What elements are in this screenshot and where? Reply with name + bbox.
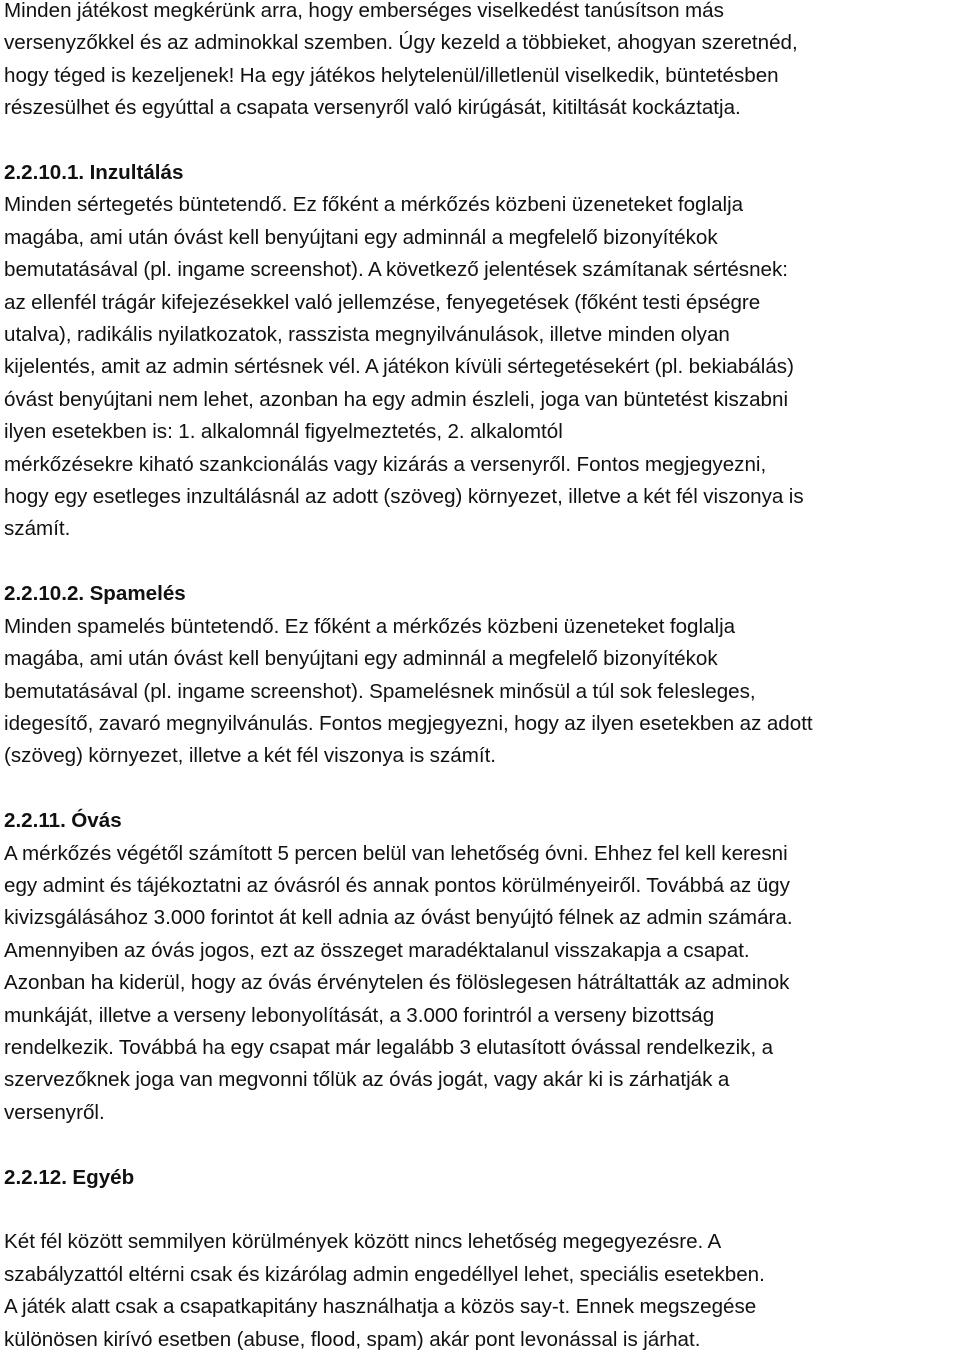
text-line: részesülhet és egyúttal a csapata versenyről való kirúgását, kitiltását kockáztatja. [4, 96, 741, 120]
text-line: Két fél között semmilyen körülmények között nincs lehetőség megegyezésre. A [4, 1230, 722, 1254]
text-line: Azonban ha kiderül, hogy az óvás érvénytelen és fölöslegesen hátráltatták az adminok [4, 971, 790, 995]
section-inzultalas [4, 157, 956, 546]
text-line: Minden spamelés büntetendő. Ez főként a mérkőzés közbeni üzeneteket foglalja [4, 614, 736, 638]
text-line: munkáját, illetve a verseny lebonyolítását, a 3.000 forintról a verseny bizottság [4, 1003, 715, 1027]
section-heading: 2.2.10.1. Inzultálás [4, 161, 184, 185]
section-heading: 2.2.11. Óvás [4, 809, 122, 833]
text-line: Amennyiben az óvás jogos, ezt az összeget maradéktalanul visszakapja a csapat. [4, 938, 750, 962]
section-egyeb [4, 1162, 956, 1356]
paragraph-spacer [4, 1194, 956, 1226]
text-line: számít. [4, 517, 71, 541]
section-spameles [4, 578, 956, 772]
text-line: magába, ami után óvást kell benyújtani egy adminnál a megfelelő bizonyítékok [4, 225, 718, 249]
text-line: egy admint és tájékoztatni az óvásról és annak pontos körülményeiről. Továbbá az ügy [4, 873, 790, 897]
paragraph-spacer [4, 773, 956, 805]
text-line: szabályzattól eltérni csak és kizárólag admin engedéllyel lehet, speciális esetekben. [4, 1262, 765, 1286]
text-line: Minden játékost megkérünk arra, hogy emberséges viselkedést tanúsítson más [4, 0, 724, 22]
text-line: (szöveg) környezet, illetve a két fél viszonya is számít. [4, 744, 497, 768]
text-line: ilyen esetekben is: 1. alkalomnál figyelmeztetés, 2. alkalomtól [4, 420, 563, 444]
text-line: magába, ami után óvást kell benyújtani egy adminnál a megfelelő bizonyítékok [4, 647, 718, 671]
section-heading: 2.2.12. Egyéb [4, 1165, 135, 1189]
intro-paragraph [4, 0, 956, 125]
text-line: szervezőknek joga van megvonni tőlük az óvás jogát, vagy akár ki is zárhatják a [4, 1068, 730, 1092]
text-line: hogy egy esetleges inzultálásnál az adott (szöveg) környezet, illetve a két fél viszonya is [4, 485, 804, 509]
text-line: Minden sértegetés büntetendő. Ez főként a mérkőzés közbeni üzeneteket foglalja [4, 193, 744, 217]
text-line: az ellenfél trágár kifejezésekkel való jellemzése, fenyegetések (főként testi épségre [4, 290, 761, 314]
text-line: különösen kirívó esetben (abuse, flood, spam) akár pont levonással is járhat. [4, 1327, 701, 1351]
text-line: bemutatásával (pl. ingame screenshot). Spamelésnek minősül a túl sok felesleges, [4, 679, 756, 703]
text-line: versenyről. [4, 1100, 105, 1124]
text-line: óvást benyújtani nem lehet, azonban ha egy admin észleli, joga van büntetést kiszabni [4, 387, 789, 411]
text-line: kivizsgálásához 3.000 forintot át kell adnia az óvást benyújtó félnek az admin számára. [4, 906, 793, 930]
paragraph-spacer [4, 546, 956, 578]
paragraph-spacer [4, 1129, 956, 1161]
text-line: A játék alatt csak a csapatkapitány használhatja a közös say-t. Ennek megszegése [4, 1295, 757, 1319]
text-line: kijelentés, amit az admin sértésnek vél. A játékon kívüli sértegetésekért (pl. bekiabálás) [4, 355, 794, 379]
text-line: versenyzőkkel és az adminokkal szemben. Úgy kezeld a többieket, ahogyan szeretnéd, [4, 31, 798, 55]
text-line: rendelkezik. Továbbá ha egy csapat már legalább 3 elutasított óvással rendelkezik, a [4, 1035, 774, 1059]
text-line: hogy téged is kezeljenek! Ha egy játékos helytelenül/illetlenül viselkedik, büntetésben [4, 63, 779, 87]
text-line: A mérkőzés végétől számított 5 percen belül van lehetőség óvni. Ehhez fel kell keresni [4, 841, 788, 865]
text-line: utalva), radikális nyilatkozatok, rasszista megnyilvánulások, illetve minden olyan [4, 323, 730, 347]
section-heading: 2.2.10.2. Spamelés [4, 582, 186, 606]
paragraph-spacer [4, 125, 956, 157]
text-line: bemutatásával (pl. ingame screenshot). A következő jelentések számítanak sértésnek: [4, 258, 789, 282]
section-ovas [4, 805, 956, 1129]
text-line: idegesítő, zavaró megnyilvánulás. Fontos megjegyezni, hogy az ilyen esetekben az adott [4, 711, 813, 735]
text-line: mérkőzésekre kiható szankcionálás vagy kizárás a versenyről. Fontos megjegyezni, [4, 452, 767, 476]
